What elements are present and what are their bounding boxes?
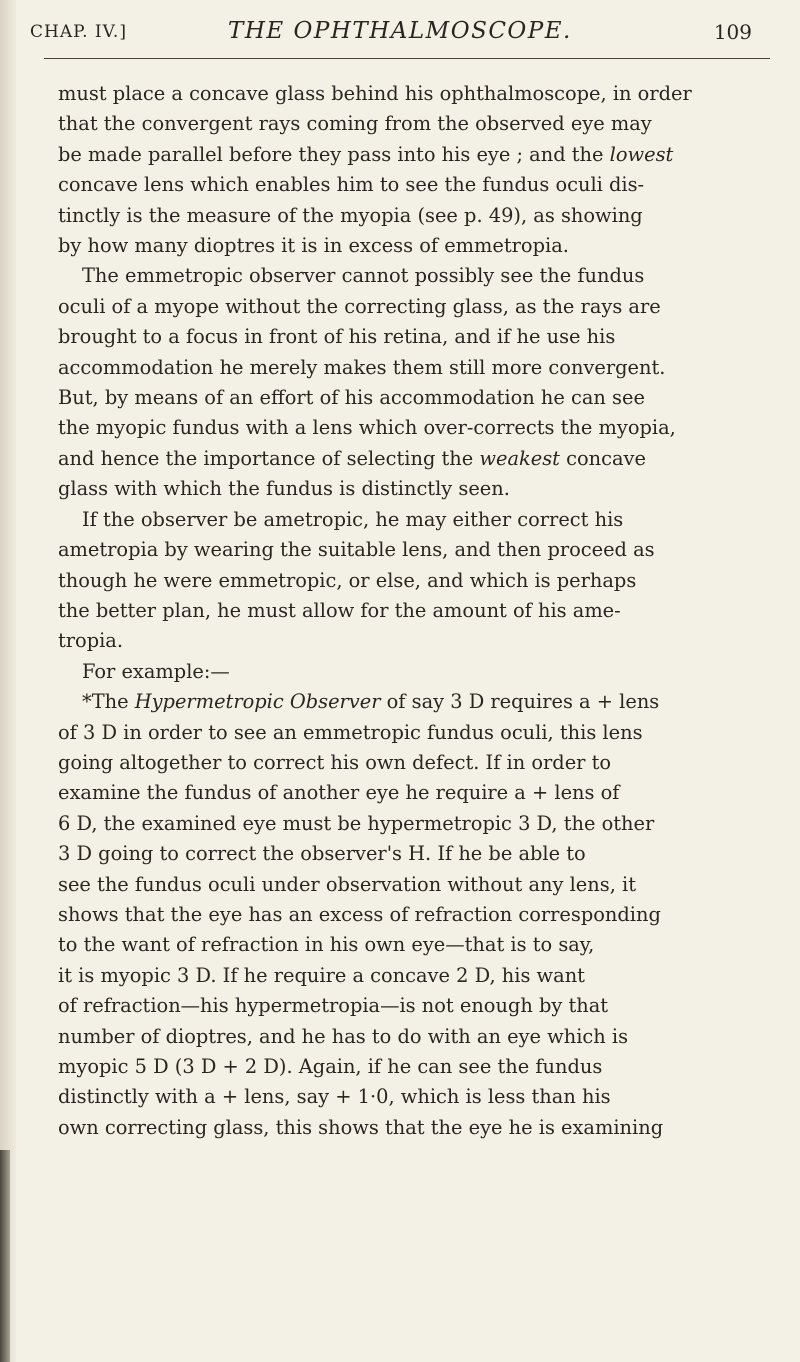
text-line: glass with which the fundus is distinctly seen. <box>58 477 510 501</box>
text-line: it is myopic 3 D. If he require a concave 2 D, his want <box>58 963 585 987</box>
text-line: that the convergent rays coming from the observed eye may <box>58 112 652 136</box>
text-line: If the observer be ametropic, he may either correct his <box>82 507 624 531</box>
text-line: concave lens which enables him to see the fundus oculi dis- <box>58 173 645 197</box>
text-line <box>58 687 768 717</box>
text-line: distinctly with a + lens, say + 1·0, which is less than his <box>58 1085 611 1109</box>
text-line: For example:— <box>82 659 230 683</box>
body-text <box>58 79 768 1143</box>
italic-term: Hypermetropic Observer <box>134 690 381 714</box>
running-header <box>30 18 770 58</box>
page-number: 109 <box>713 20 752 44</box>
text-run: *The <box>82 690 135 714</box>
text-line: going altogether to correct his own defect. If in order to <box>58 750 612 774</box>
text-line: shows that the eye has an excess of refraction corresponding <box>58 902 661 926</box>
text-line <box>58 140 768 170</box>
text-line: accommodation he merely makes them still more convergent. <box>58 355 666 379</box>
text-line: The emmetropic observer cannot possibly see the fundus <box>82 264 645 288</box>
text-line <box>58 444 768 474</box>
italic-term: lowest <box>609 142 674 166</box>
text-line: examine the fundus of another eye he require a + lens of <box>58 781 620 805</box>
text-line: 3 D going to correct the observer's H. If he be able to <box>58 842 586 866</box>
text-run: of say 3 D requires a + lens <box>380 690 660 714</box>
text-line: must place a concave glass behind his ophthalmoscope, in order <box>58 82 692 105</box>
running-title: THE OPHTHALMOSCOPE. <box>228 18 572 44</box>
text-line: number of dioptres, and he has to do with an eye which is <box>58 1024 629 1048</box>
text-run: be made parallel before they pass into his eye ; and the <box>58 142 610 166</box>
text-line: 6 D, the examined eye must be hypermetropic 3 D, the other <box>58 811 655 835</box>
text-line: myopic 5 D (3 D + 2 D). Again, if he can see the fundus <box>58 1055 603 1078</box>
text-run: and hence the importance of selecting the <box>58 446 480 470</box>
text-line: though he were emmetropic, or else, and which is perhaps <box>58 568 637 592</box>
text-line: tinctly is the measure of the myopia (see p. 49), as showing <box>58 203 643 227</box>
text-line: ametropia by wearing the suitable lens, and then proceed as <box>58 538 655 562</box>
binding-edge <box>0 1150 10 1362</box>
chapter-label: CHAP. IV.] <box>30 22 127 42</box>
text-line: of refraction—his hypermetropia—is not enough by that <box>58 994 609 1018</box>
italic-term: weakest <box>479 446 560 470</box>
text-line: But, by means of an effort of his accommodation he can see <box>58 386 645 410</box>
text-line: own correcting glass, this shows that the eye he is examining <box>58 1115 664 1139</box>
header-rule <box>44 58 770 59</box>
text-line: see the fundus oculi under observation without any lens, it <box>58 872 636 896</box>
text-line: by how many dioptres it is in excess of emmetropia. <box>58 234 569 258</box>
text-line: to the want of refraction in his own eye—that is to say, <box>58 933 595 957</box>
text-line: the myopic fundus with a lens which over-corrects the myopia, <box>58 416 676 440</box>
text-run: concave <box>559 446 646 470</box>
text-line: the better plan, he must allow for the amount of his ame- <box>58 598 621 622</box>
text-line: tropia. <box>58 629 124 653</box>
text-line: brought to a focus in front of his retina, and if he use his <box>58 325 616 349</box>
text-line: of 3 D in order to see an emmetropic fundus oculi, this lens <box>58 720 643 744</box>
text-line: oculi of a myope without the correcting glass, as the rays are <box>58 294 661 318</box>
